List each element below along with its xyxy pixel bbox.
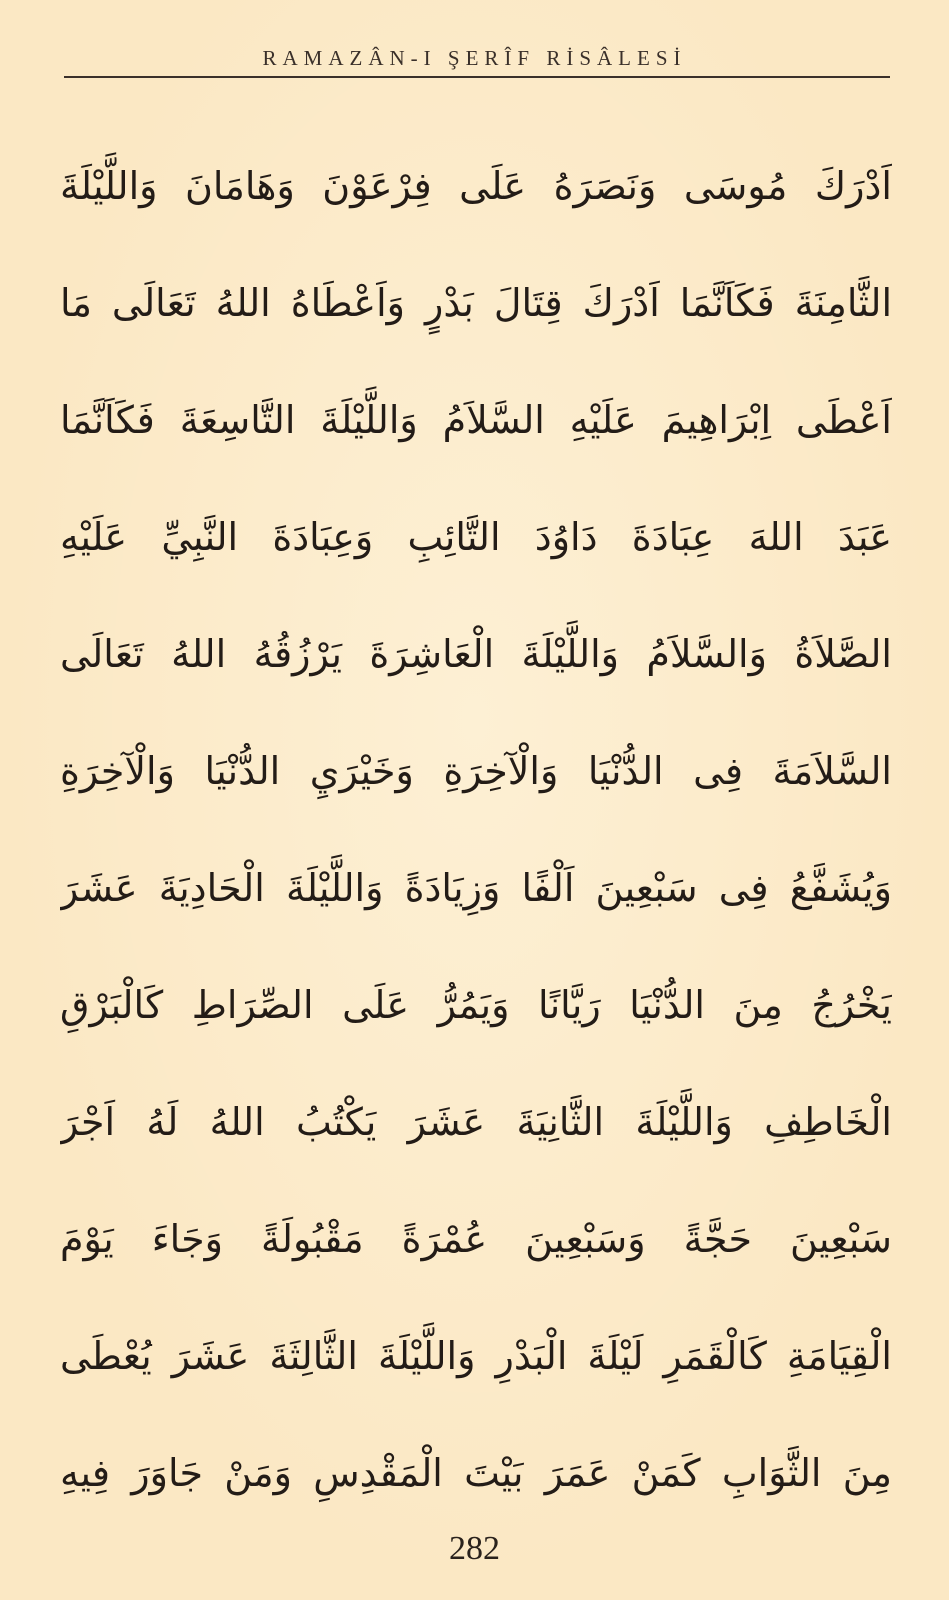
- running-head-title: RAMAZÂN-I ŞERÎF RİSÂLESİ: [262, 46, 687, 70]
- text-line: سَبْعِينَ حَجَّةً وَسَبْعِينَ عُمْرَةً مَقْبُولَةً وَجَاءَ يَوْمَ: [60, 1217, 892, 1261]
- text-line: الصَّلاَةُ وَالسَّلاَمُ وَاللَّيْلَةَ الْعَاشِرَةَ يَرْزُقُهُ اللهُ تَعَالَى: [60, 632, 892, 676]
- page-number: 282: [449, 1530, 500, 1567]
- text-line: الْخَاطِفِ وَاللَّيْلَةَ الثَّانِيَةَ عَشَرَ يَكْتُبُ اللهُ لَهُ اَجْرَ: [60, 1100, 892, 1144]
- text-line: اَعْطَى اِبْرَاهِيمَ عَلَيْهِ السَّلاَمُ وَاللَّيْلَةَ التَّاسِعَةَ فَكَاَنَّمَا: [60, 398, 892, 442]
- text-line: مِنَ الثَّوَابِ كَمَنْ عَمَرَ بَيْتَ الْمَقْدِسِ وَمَنْ جَاوَرَ فِيهِ: [60, 1451, 892, 1495]
- text-line: اَدْرَكَ مُوسَى وَنَصَرَهُ عَلَى فِرْعَوْنَ وَهَامَانَ وَاللَّيْلَةَ: [60, 164, 892, 208]
- text-line: الْقِيَامَةِ كَالْقَمَرِ لَيْلَةَ الْبَدْرِ وَاللَّيْلَةَ الثَّالِثَةَ عَشَرَ يُعْطَى: [60, 1334, 892, 1378]
- text-line: الثَّامِنَةَ فَكَاَنَّمَا اَدْرَكَ قِتَالَ بَدْرٍ وَاَعْطَاهُ اللهُ تَعَالَى مَا: [60, 281, 892, 325]
- text-line: وَيُشَفَّعُ فِى سَبْعِينَ اَلْفًا وَزِيَادَةً وَاللَّيْلَةَ الْحَادِيَةَ عَشَرَ: [60, 866, 892, 910]
- text-line: يَخْرُجُ مِنَ الدُّنْيَا رَيَّانًا وَيَمُرُّ عَلَى الصِّرَاطِ كَالْبَرْقِ: [60, 983, 892, 1027]
- text-line: السَّلاَمَةَ فِى الدُّنْيَا وَالْآخِرَةِ وَخَيْرَيِ الدُّنْيَا وَالْآخِرَةِ: [60, 749, 892, 793]
- header-rule: [64, 76, 890, 78]
- arabic-text-block: [60, 128, 892, 1532]
- text-line: عَبَدَ اللهَ عِبَادَةَ دَاوُدَ التَّائِبِ وَعِبَادَةَ النَّبِيِّ عَلَيْهِ: [60, 515, 892, 559]
